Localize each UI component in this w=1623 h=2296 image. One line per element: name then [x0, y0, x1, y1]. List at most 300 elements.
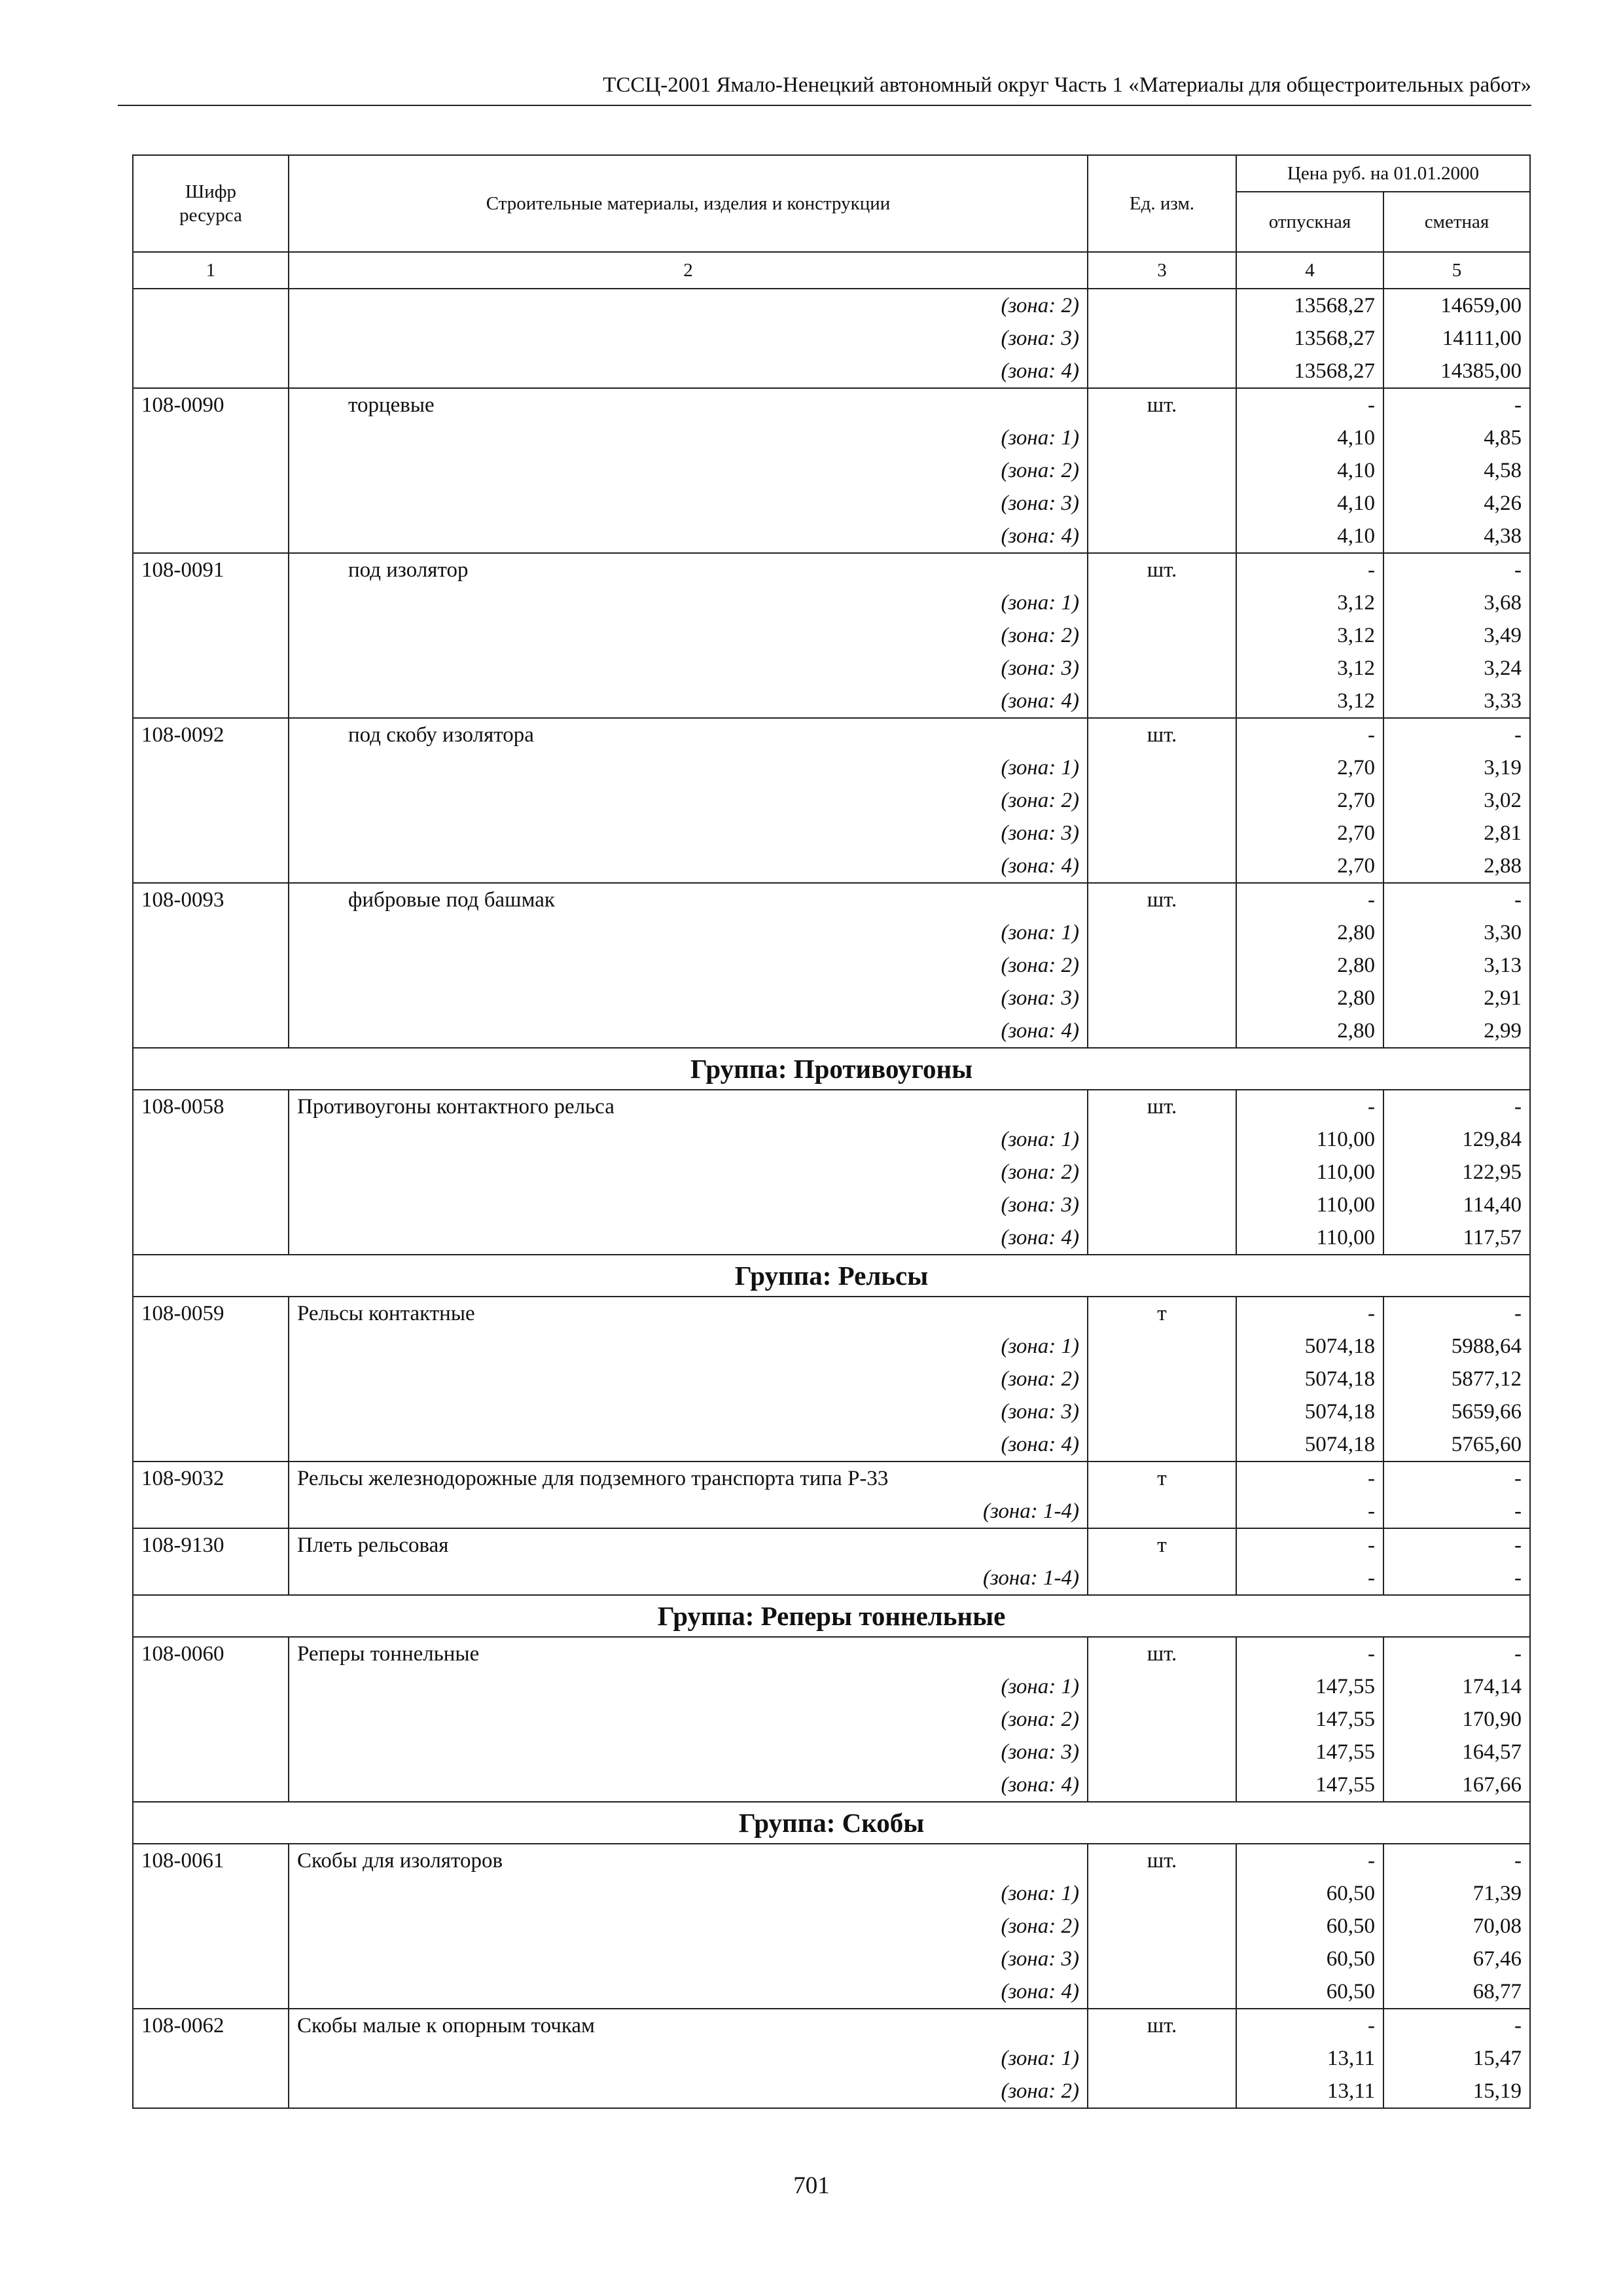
- material-name: Скобы для изоляторов: [289, 1844, 1088, 1877]
- unit-cell: шт.: [1088, 553, 1236, 586]
- zone-row: [133, 1495, 1530, 1528]
- resource-code: [133, 454, 289, 487]
- zone-row: [133, 1768, 1530, 1802]
- zone-label: (зона: 1): [289, 2042, 1088, 2075]
- zone-row: [133, 1562, 1530, 1595]
- unit-cell: [1088, 949, 1236, 982]
- resource-code: [133, 1221, 289, 1255]
- unit-cell: [1088, 982, 1236, 1014]
- material-name: Рельсы контактные: [289, 1297, 1088, 1330]
- zone-label: (зона: 3): [289, 1943, 1088, 1975]
- zone-row: [133, 1363, 1530, 1395]
- release-price: -: [1236, 553, 1383, 586]
- zone-row: [133, 1156, 1530, 1189]
- resource-code: 108-0062: [133, 2009, 289, 2042]
- column-number: 1: [133, 252, 289, 289]
- group-heading-row: [133, 1048, 1530, 1090]
- material-name: торцевые: [289, 388, 1088, 422]
- zone-label: (зона: 3): [289, 322, 1088, 355]
- zone-label: (зона: 2): [289, 619, 1088, 652]
- zone-label: (зона: 3): [289, 652, 1088, 685]
- zone-row: [133, 850, 1530, 883]
- column-number: 2: [289, 252, 1088, 289]
- unit-cell: т: [1088, 1297, 1236, 1330]
- estimate-price: 2,88: [1383, 850, 1530, 883]
- estimate-price: 71,39: [1383, 1877, 1530, 1910]
- zone-label: (зона: 4): [289, 1975, 1088, 2009]
- resource-code: [133, 817, 289, 850]
- resource-code: 108-9032: [133, 1462, 289, 1495]
- resource-code: [133, 2075, 289, 2108]
- estimate-price: 14385,00: [1383, 355, 1530, 388]
- zone-row: [133, 784, 1530, 817]
- unit-cell: [1088, 422, 1236, 454]
- unit-cell: [1088, 1562, 1236, 1595]
- zone-label: (зона: 3): [289, 1736, 1088, 1768]
- release-price: 13568,27: [1236, 322, 1383, 355]
- column-price-header: Цена руб. на 01.01.2000: [1236, 155, 1530, 192]
- unit-cell: [1088, 1910, 1236, 1943]
- zone-label: (зона: 1): [289, 1877, 1088, 1910]
- estimate-price: 5659,66: [1383, 1395, 1530, 1428]
- unit-cell: [1088, 619, 1236, 652]
- table-row: [133, 1844, 1530, 1877]
- estimate-price: 15,47: [1383, 2042, 1530, 2075]
- resource-code: [133, 1395, 289, 1428]
- unit-cell: [1088, 1975, 1236, 2009]
- zone-row: [133, 422, 1530, 454]
- resource-code: [133, 751, 289, 784]
- group-heading-row: [133, 1255, 1530, 1297]
- zone-row: [133, 1014, 1530, 1048]
- resource-code: [133, 685, 289, 718]
- price-table: [132, 154, 1531, 2109]
- release-price: 3,12: [1236, 685, 1383, 718]
- unit-cell: [1088, 1395, 1236, 1428]
- unit-cell: [1088, 784, 1236, 817]
- material-name: фибровые под башмак: [289, 883, 1088, 916]
- estimate-price: 4,26: [1383, 487, 1530, 520]
- resource-code: [133, 1189, 289, 1221]
- unit-cell: шт.: [1088, 718, 1236, 751]
- zone-row: [133, 949, 1530, 982]
- column-estimate-header: сметная: [1383, 192, 1530, 252]
- unit-cell: шт.: [1088, 1844, 1236, 1877]
- column-name-header: Строительные материалы, изделия и конструкции: [289, 155, 1088, 252]
- resource-code: [133, 322, 289, 355]
- material-name: под скобу изолятора: [289, 718, 1088, 751]
- resource-code: [133, 1428, 289, 1462]
- release-price: 2,80: [1236, 916, 1383, 949]
- zone-row: [133, 619, 1530, 652]
- estimate-price: -: [1383, 718, 1530, 751]
- resource-code: 108-0058: [133, 1090, 289, 1123]
- zone-row: [133, 1189, 1530, 1221]
- unit-cell: шт.: [1088, 1090, 1236, 1123]
- column-number: 3: [1088, 252, 1236, 289]
- estimate-price: -: [1383, 1528, 1530, 1562]
- zone-row: [133, 1123, 1530, 1156]
- table-row: [133, 1462, 1530, 1495]
- resource-code: 108-0059: [133, 1297, 289, 1330]
- zone-row: [133, 1395, 1530, 1428]
- zone-label: (зона: 2): [289, 949, 1088, 982]
- resource-code: 108-0061: [133, 1844, 289, 1877]
- zone-row: [133, 1736, 1530, 1768]
- table-row: [133, 1637, 1530, 1670]
- estimate-price: -: [1383, 1637, 1530, 1670]
- estimate-price: -: [1383, 388, 1530, 422]
- zone-label: (зона: 3): [289, 817, 1088, 850]
- zone-label: (зона: 4): [289, 520, 1088, 553]
- zone-label: (зона: 2): [289, 784, 1088, 817]
- resource-code: [133, 982, 289, 1014]
- resource-code: [133, 1363, 289, 1395]
- estimate-price: 2,99: [1383, 1014, 1530, 1048]
- resource-code: [133, 1670, 289, 1703]
- unit-cell: шт.: [1088, 2009, 1236, 2042]
- release-price: 2,80: [1236, 949, 1383, 982]
- zone-label: (зона: 2): [289, 1363, 1088, 1395]
- resource-code: 108-0091: [133, 553, 289, 586]
- column-number: 4: [1236, 252, 1383, 289]
- zone-row: [133, 1221, 1530, 1255]
- release-price: -: [1236, 1528, 1383, 1562]
- zone-row: [133, 1428, 1530, 1462]
- estimate-price: 4,58: [1383, 454, 1530, 487]
- resource-code: [133, 619, 289, 652]
- zone-row: [133, 322, 1530, 355]
- release-price: -: [1236, 388, 1383, 422]
- resource-code: [133, 1562, 289, 1595]
- estimate-price: 5877,12: [1383, 1363, 1530, 1395]
- unit-cell: [1088, 817, 1236, 850]
- resource-code: [133, 1703, 289, 1736]
- resource-code: [133, 520, 289, 553]
- estimate-price: -: [1383, 1562, 1530, 1595]
- estimate-price: -: [1383, 1844, 1530, 1877]
- resource-code: 108-0093: [133, 883, 289, 916]
- zone-row: [133, 982, 1530, 1014]
- release-price: -: [1236, 1844, 1383, 1877]
- release-price: 2,70: [1236, 850, 1383, 883]
- zone-row: [133, 586, 1530, 619]
- estimate-price: 117,57: [1383, 1221, 1530, 1255]
- release-price: 3,12: [1236, 586, 1383, 619]
- release-price: -: [1236, 2009, 1383, 2042]
- estimate-price: 114,40: [1383, 1189, 1530, 1221]
- table-row: [133, 883, 1530, 916]
- resource-code: [133, 916, 289, 949]
- material-name: Реперы тоннельные: [289, 1637, 1088, 1670]
- release-price: 4,10: [1236, 422, 1383, 454]
- unit-cell: [1088, 1495, 1236, 1528]
- group-heading-row: [133, 1802, 1530, 1844]
- resource-code: [133, 1123, 289, 1156]
- zone-label: (зона: 4): [289, 685, 1088, 718]
- estimate-price: 164,57: [1383, 1736, 1530, 1768]
- resource-code: [133, 949, 289, 982]
- zone-label: (зона: 1): [289, 422, 1088, 454]
- unit-cell: [1088, 2042, 1236, 2075]
- running-header: ТССЦ-2001 Ямало-Ненецкий автономный округ Часть 1 «Материалы для общестроительных работ»: [603, 73, 1531, 97]
- zone-label: (зона: 4): [289, 1014, 1088, 1048]
- zone-row: [133, 1330, 1530, 1363]
- material-name: под изолятор: [289, 553, 1088, 586]
- zone-label: (зона: 2): [289, 2075, 1088, 2108]
- zone-label: (зона: 1): [289, 751, 1088, 784]
- unit-cell: [1088, 355, 1236, 388]
- zone-row: [133, 1910, 1530, 1943]
- release-price: 110,00: [1236, 1156, 1383, 1189]
- zone-label: (зона: 3): [289, 982, 1088, 1014]
- zone-row: [133, 487, 1530, 520]
- zone-label: (зона: 2): [289, 1156, 1088, 1189]
- zone-row: [133, 1975, 1530, 2009]
- table-body: [133, 289, 1530, 2108]
- release-price: 13,11: [1236, 2042, 1383, 2075]
- release-price: -: [1236, 883, 1383, 916]
- column-release-header: отпускная: [1236, 192, 1383, 252]
- resource-code: 108-0060: [133, 1637, 289, 1670]
- resource-code: [133, 586, 289, 619]
- resource-code: 108-0092: [133, 718, 289, 751]
- zone-label: (зона: 1-4): [289, 1562, 1088, 1595]
- release-price: 147,55: [1236, 1768, 1383, 1802]
- release-price: 5074,18: [1236, 1363, 1383, 1395]
- resource-code: [133, 2042, 289, 2075]
- estimate-price: 122,95: [1383, 1156, 1530, 1189]
- zone-row: [133, 685, 1530, 718]
- unit-cell: [1088, 2075, 1236, 2108]
- release-price: 13,11: [1236, 2075, 1383, 2108]
- table-row: [133, 718, 1530, 751]
- resource-code: [133, 1736, 289, 1768]
- zone-label: (зона: 1): [289, 1123, 1088, 1156]
- release-price: 3,12: [1236, 619, 1383, 652]
- unit-cell: [1088, 322, 1236, 355]
- column-unit-header: Ед. изм.: [1088, 155, 1236, 252]
- zone-label: (зона: 2): [289, 289, 1088, 322]
- zone-row: [133, 1943, 1530, 1975]
- unit-cell: шт.: [1088, 1637, 1236, 1670]
- estimate-price: 3,68: [1383, 586, 1530, 619]
- unit-cell: [1088, 454, 1236, 487]
- estimate-price: 68,77: [1383, 1975, 1530, 2009]
- release-price: 110,00: [1236, 1123, 1383, 1156]
- column-number: 5: [1383, 252, 1530, 289]
- release-price: 147,55: [1236, 1670, 1383, 1703]
- zone-row: [133, 289, 1530, 322]
- group-heading: Группа: Противоугоны: [133, 1048, 1530, 1090]
- zone-label: (зона: 2): [289, 1910, 1088, 1943]
- zone-row: [133, 520, 1530, 553]
- release-price: 2,80: [1236, 982, 1383, 1014]
- release-price: 4,10: [1236, 454, 1383, 487]
- unit-cell: т: [1088, 1528, 1236, 1562]
- estimate-price: -: [1383, 1495, 1530, 1528]
- release-price: 147,55: [1236, 1736, 1383, 1768]
- unit-cell: [1088, 520, 1236, 553]
- group-heading-row: [133, 1595, 1530, 1637]
- estimate-price: 3,13: [1383, 949, 1530, 982]
- unit-cell: [1088, 1736, 1236, 1768]
- zone-label: (зона: 1): [289, 586, 1088, 619]
- estimate-price: 3,33: [1383, 685, 1530, 718]
- column-number-row: [133, 252, 1530, 289]
- release-price: 5074,18: [1236, 1395, 1383, 1428]
- zone-label: (зона: 4): [289, 1768, 1088, 1802]
- table-row: [133, 1090, 1530, 1123]
- estimate-price: 129,84: [1383, 1123, 1530, 1156]
- release-price: 147,55: [1236, 1703, 1383, 1736]
- zone-label: (зона: 1-4): [289, 1495, 1088, 1528]
- estimate-price: 15,19: [1383, 2075, 1530, 2108]
- release-price: -: [1236, 1562, 1383, 1595]
- release-price: -: [1236, 1495, 1383, 1528]
- estimate-price: 5765,60: [1383, 1428, 1530, 1462]
- group-heading: Группа: Рельсы: [133, 1255, 1530, 1297]
- unit-cell: [1088, 1123, 1236, 1156]
- unit-cell: [1088, 1943, 1236, 1975]
- estimate-price: 3,02: [1383, 784, 1530, 817]
- estimate-price: -: [1383, 1297, 1530, 1330]
- estimate-price: 3,19: [1383, 751, 1530, 784]
- unit-cell: [1088, 850, 1236, 883]
- release-price: 60,50: [1236, 1910, 1383, 1943]
- resource-code: [133, 1877, 289, 1910]
- resource-code: [133, 1910, 289, 1943]
- unit-cell: [1088, 1428, 1236, 1462]
- unit-cell: [1088, 487, 1236, 520]
- table-row: [133, 1528, 1530, 1562]
- unit-cell: [1088, 1156, 1236, 1189]
- estimate-price: 3,49: [1383, 619, 1530, 652]
- table-header: [133, 155, 1530, 289]
- unit-cell: [1088, 1221, 1236, 1255]
- resource-code: [133, 850, 289, 883]
- resource-code: [133, 1975, 289, 2009]
- zone-label: (зона: 1): [289, 1670, 1088, 1703]
- zone-row: [133, 1877, 1530, 1910]
- unit-cell: [1088, 1014, 1236, 1048]
- unit-cell: [1088, 685, 1236, 718]
- zone-row: [133, 817, 1530, 850]
- release-price: 5074,18: [1236, 1428, 1383, 1462]
- header-divider: [118, 105, 1531, 106]
- zone-row: [133, 751, 1530, 784]
- table-row: [133, 1297, 1530, 1330]
- release-price: 60,50: [1236, 1877, 1383, 1910]
- zone-label: (зона: 4): [289, 1221, 1088, 1255]
- estimate-price: 5988,64: [1383, 1330, 1530, 1363]
- zone-label: (зона: 3): [289, 1189, 1088, 1221]
- zone-label: (зона: 4): [289, 355, 1088, 388]
- material-name: Плеть рельсовая: [289, 1528, 1088, 1562]
- release-price: 110,00: [1236, 1221, 1383, 1255]
- release-price: 4,10: [1236, 520, 1383, 553]
- estimate-price: 174,14: [1383, 1670, 1530, 1703]
- estimate-price: 3,30: [1383, 916, 1530, 949]
- release-price: 60,50: [1236, 1975, 1383, 2009]
- zone-row: [133, 1703, 1530, 1736]
- table-row: [133, 2009, 1530, 2042]
- unit-cell: [1088, 1768, 1236, 1802]
- material-name: Противоугоны контактного рельса: [289, 1090, 1088, 1123]
- resource-code: [133, 1014, 289, 1048]
- resource-code: [133, 1943, 289, 1975]
- zone-label: (зона: 3): [289, 487, 1088, 520]
- unit-cell: [1088, 652, 1236, 685]
- zone-row: [133, 454, 1530, 487]
- estimate-price: 2,81: [1383, 817, 1530, 850]
- resource-code: [133, 289, 289, 322]
- unit-cell: [1088, 1877, 1236, 1910]
- unit-cell: шт.: [1088, 883, 1236, 916]
- resource-code: [133, 1156, 289, 1189]
- zone-row: [133, 652, 1530, 685]
- release-price: -: [1236, 1462, 1383, 1495]
- unit-cell: [1088, 1189, 1236, 1221]
- release-price: 3,12: [1236, 652, 1383, 685]
- release-price: 2,70: [1236, 751, 1383, 784]
- release-price: 13568,27: [1236, 289, 1383, 322]
- zone-label: (зона: 4): [289, 850, 1088, 883]
- zone-row: [133, 2075, 1530, 2108]
- release-price: 2,70: [1236, 817, 1383, 850]
- resource-code: 108-9130: [133, 1528, 289, 1562]
- release-price: 60,50: [1236, 1943, 1383, 1975]
- zone-label: (зона: 2): [289, 1703, 1088, 1736]
- unit-cell: [1088, 1363, 1236, 1395]
- page-number: 701: [793, 2172, 830, 2199]
- zone-row: [133, 2042, 1530, 2075]
- zone-label: (зона: 4): [289, 1428, 1088, 1462]
- zone-row: [133, 355, 1530, 388]
- zone-label: (зона: 1): [289, 1330, 1088, 1363]
- estimate-price: 167,66: [1383, 1768, 1530, 1802]
- estimate-price: -: [1383, 1090, 1530, 1123]
- unit-cell: т: [1088, 1462, 1236, 1495]
- estimate-price: -: [1383, 883, 1530, 916]
- release-price: 13568,27: [1236, 355, 1383, 388]
- estimate-price: 14659,00: [1383, 289, 1530, 322]
- estimate-price: 14111,00: [1383, 322, 1530, 355]
- resource-code: [133, 1330, 289, 1363]
- estimate-price: 67,46: [1383, 1943, 1530, 1975]
- zone-label: (зона: 3): [289, 1395, 1088, 1428]
- estimate-price: 4,38: [1383, 520, 1530, 553]
- release-price: 110,00: [1236, 1189, 1383, 1221]
- release-price: -: [1236, 718, 1383, 751]
- estimate-price: 70,08: [1383, 1910, 1530, 1943]
- resource-code: [133, 487, 289, 520]
- unit-cell: [1088, 1670, 1236, 1703]
- group-heading: Группа: Реперы тоннельные: [133, 1595, 1530, 1637]
- estimate-price: 3,24: [1383, 652, 1530, 685]
- release-price: 2,80: [1236, 1014, 1383, 1048]
- estimate-price: -: [1383, 553, 1530, 586]
- release-price: -: [1236, 1297, 1383, 1330]
- unit-cell: [1088, 916, 1236, 949]
- unit-cell: [1088, 1703, 1236, 1736]
- release-price: -: [1236, 1637, 1383, 1670]
- table-row: [133, 553, 1530, 586]
- group-heading: Группа: Скобы: [133, 1802, 1530, 1844]
- column-code-header: Шифр ресурса: [133, 155, 289, 252]
- resource-code: [133, 355, 289, 388]
- estimate-price: -: [1383, 1462, 1530, 1495]
